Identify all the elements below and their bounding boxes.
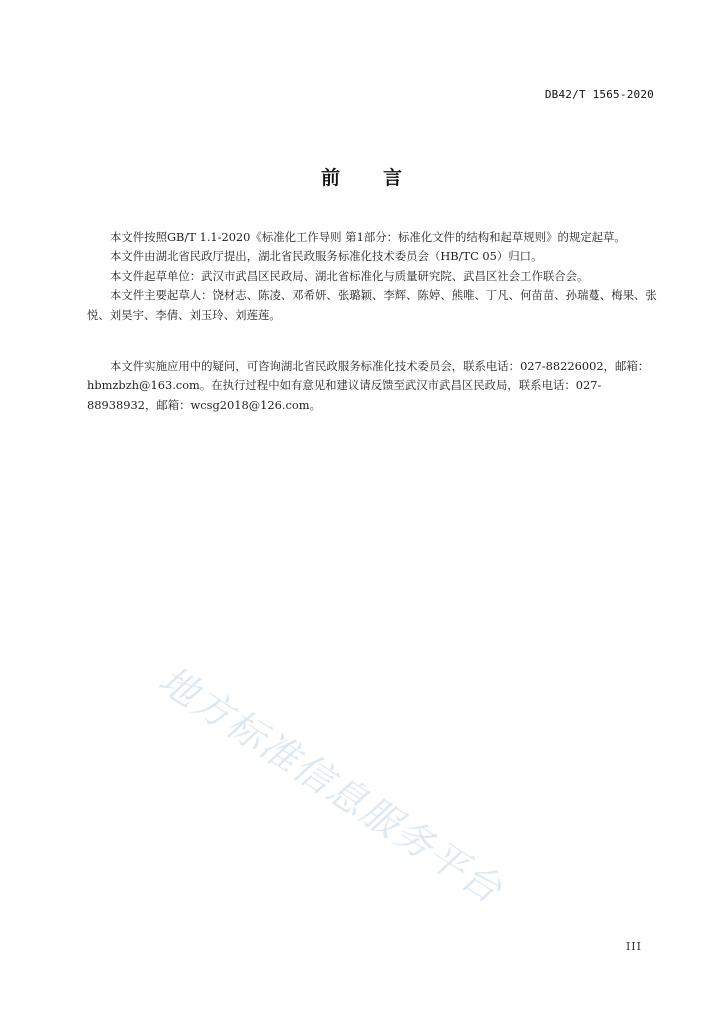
watermark: 地方标准信息服务平台 [151,657,511,913]
paragraph-drafting-units: 本文件起草单位：武汉市武昌区民政局、湖北省标准化与质量研究院、武昌区社会工作联合会。 [110,268,589,283]
paragraph-drafting-rules: 本文件按照GB/T 1.1-2020《标准化工作导则 第1部分：标准化文件的结构和起草规则》的规定起草。 [110,230,626,244]
standard-code: DB42/T 1565-2020 [544,88,654,101]
foreword-body [87,228,657,325]
page-number: III [625,940,642,953]
page-title [0,163,724,190]
paragraph-contact: 本文件实施应用中的疑问，可咨询湖北省民政服务标准化技术委员会，联系电话：027-88226002，邮箱：hbmzbzh@163.com。在执行过程中如有意见和建议请反馈至武汉市武昌区民政局，联系电话：027-88938932，邮箱：wcsg2018@126.com。 [87,359,650,412]
paragraph-proposer: 本文件由湖北省民政厅提出，湖北省民政服务标准化技术委员会（HB/TC 05）归口。 [110,249,543,264]
title-char-1: 前 [320,167,341,189]
contact-section [87,357,657,415]
title-char-2: 言 [383,167,404,189]
paragraph-drafters: 本文件主要起草人：饶材志、陈凌、邓希妍、张璐颖、李辉、陈婷、熊唯、丁凡、何苗苗、孙瑞蔓、梅果、张悦、刘昊宇、李倩、刘玉玲、刘莲莲。 [87,288,657,322]
